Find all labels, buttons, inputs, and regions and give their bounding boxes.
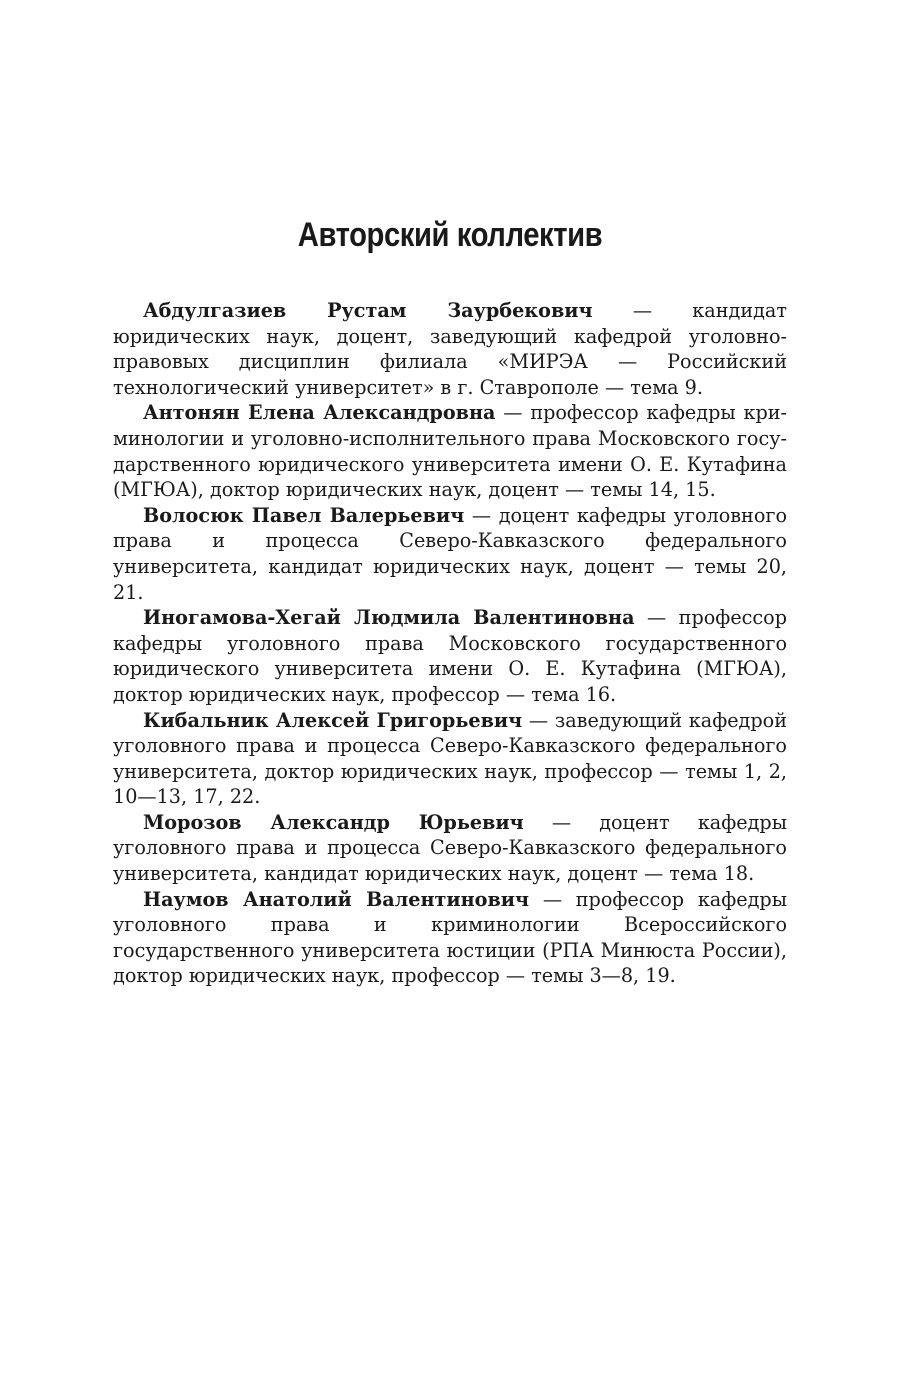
author-name: Наумов Анатолий Валентинович xyxy=(143,887,530,911)
author-entry: Антонян Елена Александровна — профессор кафедры криминологии и уголовно-исполнительного права Московского государственного юридического университета имени О. Е. Кутафина (МГЮА), доктор юридических наук, доцент — темы 14, 15. xyxy=(113,401,788,502)
author-entry: Иногамова-Хегай Людмила Валентиновна — профессор кафедры уголовного права Московского государственного юридического университета имени О. Е. Кутафина (МГЮА), доктор юридических наук, профессор — тема 16. xyxy=(113,606,787,706)
author-list xyxy=(113,298,787,989)
author-name: Иногамова-Хегай Людмила Валентиновна xyxy=(143,606,635,630)
author-description: кандидат юридических наук, доцент, заведующий кафедрой уголовно-правовых дисциплин филиала «МИРЭА — Российский технологический университет» в г. Ставрополе — тема 9. xyxy=(113,299,787,399)
author-name: Морозов Александр Юрьевич xyxy=(143,810,524,834)
author-name: Антонян Елена Александровна xyxy=(143,401,496,425)
author-description: доцент кафедры уголовного права и процесса Северо-Кавказского федерального университета, кандидат юридических наук, доцент — тема 18. xyxy=(113,810,787,886)
author-entry: Кибальник Алексей Григорьевич — заведующий кафедрой уголовного права и процесса Северо-Кавказского федерального университета, доктор юридических наук, профессор — темы 1, 2, 10—13, 17, 22. xyxy=(113,708,787,809)
author-name: Абдулгазиев Рустам Заурбекович xyxy=(143,299,593,322)
author-description: профессор кафедры уголовного права и криминологии Всероссийского государственного университета юстиции (РПА Минюста России), доктор юридических наук, профессор — темы 3—8, 19. xyxy=(113,887,787,988)
author-description: профессор кафедры уголовного права Московского государственного юридического университета имени О. Е. Кутафина (МГЮА), доктор юридических наук, профессор — тема 16. xyxy=(113,606,787,706)
author-entry: Волосюк Павел Валерьевич — доцент кафедры уголовного права и процесса Северо-Кавказского федерального университета, кандидат юридических наук, доцент — темы 20, 21. xyxy=(113,503,788,604)
page-title: Авторский коллектив xyxy=(297,216,603,254)
author-entry: Абдулгазиев Рустам Заурбекович — кандидат юридических наук, доцент, заведующий кафедрой уголовно-правовых дисциплин филиала «МИРЭА — Российский технологический университет» в г. Ставрополе — тема 9. xyxy=(113,299,787,399)
author-name: Кибальник Алексей Григорьевич xyxy=(143,708,523,732)
author-entry: Морозов Александр Юрьевич — доцент кафедры уголовного права и процесса Северо-Кавказского федерального университета, кандидат юридических наук, доцент — тема 18. xyxy=(113,810,787,886)
author-name: Волосюк Павел Валерьевич xyxy=(143,503,465,527)
author-entry: Наумов Анатолий Валентинович — профессор кафедры уголовного права и криминологии Всероссийского государственного университета юстиции (РПА Минюста России), доктор юридических наук, профессор — темы 3—8, 19. xyxy=(113,887,787,988)
author-description: заведующий кафедрой уголовного права и процесса Северо-Кавказского федерального университета, доктор юридических наук, профессор — темы 1, 2, 10—13, 17, 22. xyxy=(113,708,787,809)
author-description: доцент кафедры уголовного права и процесса Северо-Кавказского федерального университета, кандидат юридических наук, доцент — темы 20, 21. xyxy=(113,503,788,604)
author-description: профессор кафедры криминологии и уголовно-исполнительного права Московского государственного юридического университета имени О. Е. Кутафина (МГЮА), доктор юридических наук, доцент — темы 14, 15. xyxy=(113,401,788,502)
